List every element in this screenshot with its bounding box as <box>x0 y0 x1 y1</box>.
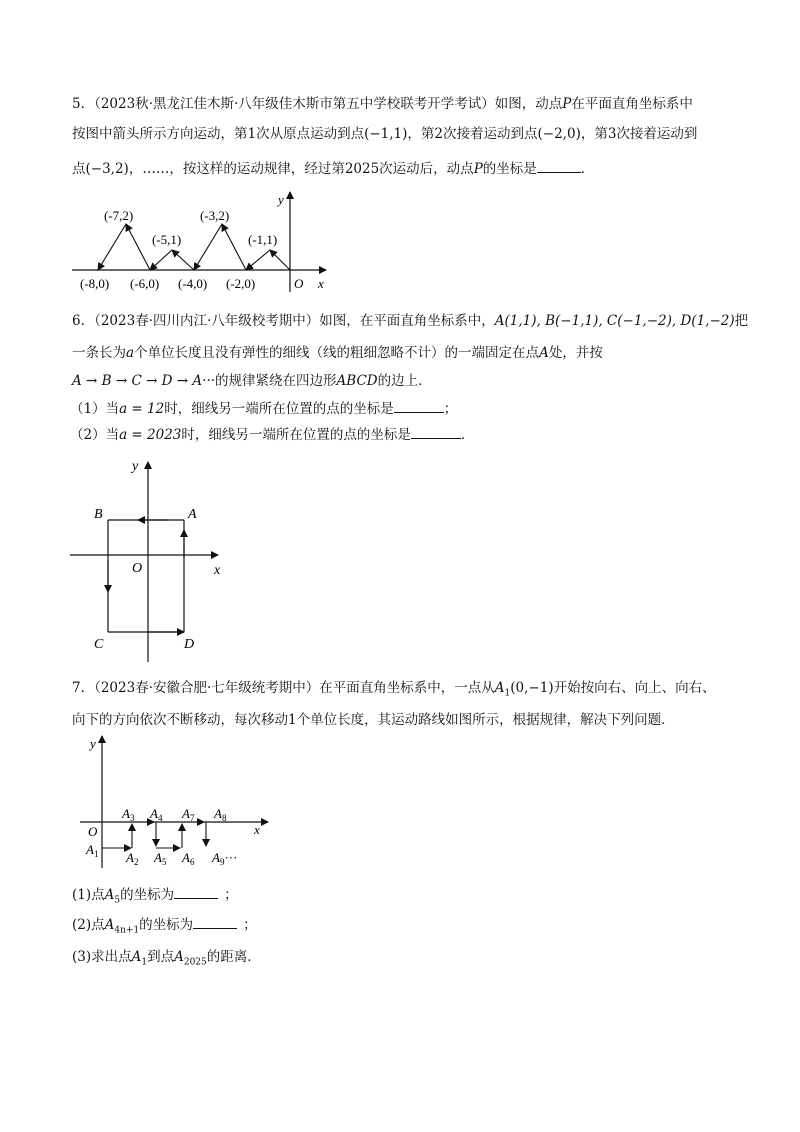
origin-label: O <box>294 276 304 291</box>
label-a2: $A_2$ <box>126 850 139 867</box>
label-top-1: (-7,2) <box>104 208 134 223</box>
q6-sub-1: （1）当a = 12时，细线另一端所在位置的点的坐标是 ； <box>70 398 457 420</box>
q7-sub-1: (1)点$A_5$的坐标为 ； <box>72 884 238 912</box>
point-b-label: B <box>94 507 103 522</box>
label-top-3: (-5,1) <box>152 232 182 247</box>
label-bottom-2: (-6,0) <box>130 276 160 291</box>
y-axis-label: y <box>90 736 96 751</box>
label-a1: $A_1$ <box>86 842 99 859</box>
x-axis-label: x <box>214 563 221 578</box>
y-axis-label: y <box>278 192 284 207</box>
x-axis-label: x <box>254 822 260 837</box>
q5-figure <box>68 188 338 298</box>
label-a8: $A_8$ <box>214 806 227 823</box>
q7-sub-3: (3)求出点$A_1$到点$A_{2025}$的距离． <box>72 949 261 968</box>
q5-line-1: 5．（2023秋·黑龙江佳木斯·八年级佳木斯市第五中学校联考开学考试）如图，动点P在平面直角坐标系中 <box>72 96 693 112</box>
point-a-label: A <box>188 507 197 522</box>
q6-line-2: 一条长为a个单位长度且没有弹性的细线（线的粗细忽略不计）的一端固定在点A处，并按 <box>72 345 603 361</box>
label-top-2: (-3,2) <box>200 208 230 223</box>
origin-label: O <box>132 561 143 576</box>
q7-line-1: 7．（2023春·安徽合肥·七年级统考期中）在平面直角坐标系中，一点从$A_1(0,-1)$开始按向右、向上、向右、 <box>72 680 716 699</box>
label-bottom-1: (-8,0) <box>80 276 110 291</box>
answer-blank[interactable] <box>394 398 444 413</box>
label-top-4: (-1,1) <box>248 232 278 247</box>
label-a7: $A_7$ <box>182 806 195 823</box>
answer-blank[interactable] <box>174 884 218 899</box>
q7-line-2: 向下的方向依次不断移动，每次移动1个单位长度，其运动路线如图所示，根据规律，解决下列问题． <box>72 712 675 728</box>
q6-line-1: 6．（2023春·四川内江·八年级校考期中）如图，在平面直角坐标系中，A(1,1), B(−1,1), C(−1,−2), D(1,−2)把 <box>72 313 749 329</box>
label-bottom-3: (-4,0) <box>178 276 208 291</box>
q5-line-2: 按图中箭头所示方向运动，第1次从原点运动到点(−1,1)，第2次接着运动到点(−2,0)，第3次接着运动到 <box>72 126 698 142</box>
q7-figure <box>80 730 280 870</box>
q6-figure <box>68 450 238 665</box>
answer-blank[interactable] <box>411 424 461 439</box>
q7-sub-2: (2)点$A_{4n+1}$的坐标为 ； <box>72 914 257 942</box>
label-a4: $A_4$ <box>150 806 163 823</box>
q5-line-3: 点(−3,2)，……，按这样的运动规律，经过第2025次运动后，动点P的坐标是 ． <box>72 158 594 180</box>
label-a6: $A_6$ <box>182 850 195 867</box>
label-bottom-4: (-2,0) <box>226 276 256 291</box>
answer-blank[interactable] <box>193 914 237 929</box>
answer-blank[interactable] <box>537 158 581 173</box>
y-axis-label: y <box>132 459 139 474</box>
q6-sub-2: （2）当a = 2023时，细线另一端所在位置的点的坐标是 ． <box>70 424 474 446</box>
point-c-label: C <box>94 637 104 652</box>
q6-line-3: A → B → C → D → A···的规律紧绕在四边形ABCD的边上． <box>72 373 432 389</box>
x-axis-label: x <box>318 276 324 291</box>
point-d-label: D <box>184 637 195 652</box>
label-a9: $A_9\cdot\cdot\cdot$ <box>212 850 238 867</box>
label-a3: $A_3$ <box>122 806 135 823</box>
label-a5: $A_5$ <box>154 850 167 867</box>
origin-label: O <box>88 824 98 839</box>
